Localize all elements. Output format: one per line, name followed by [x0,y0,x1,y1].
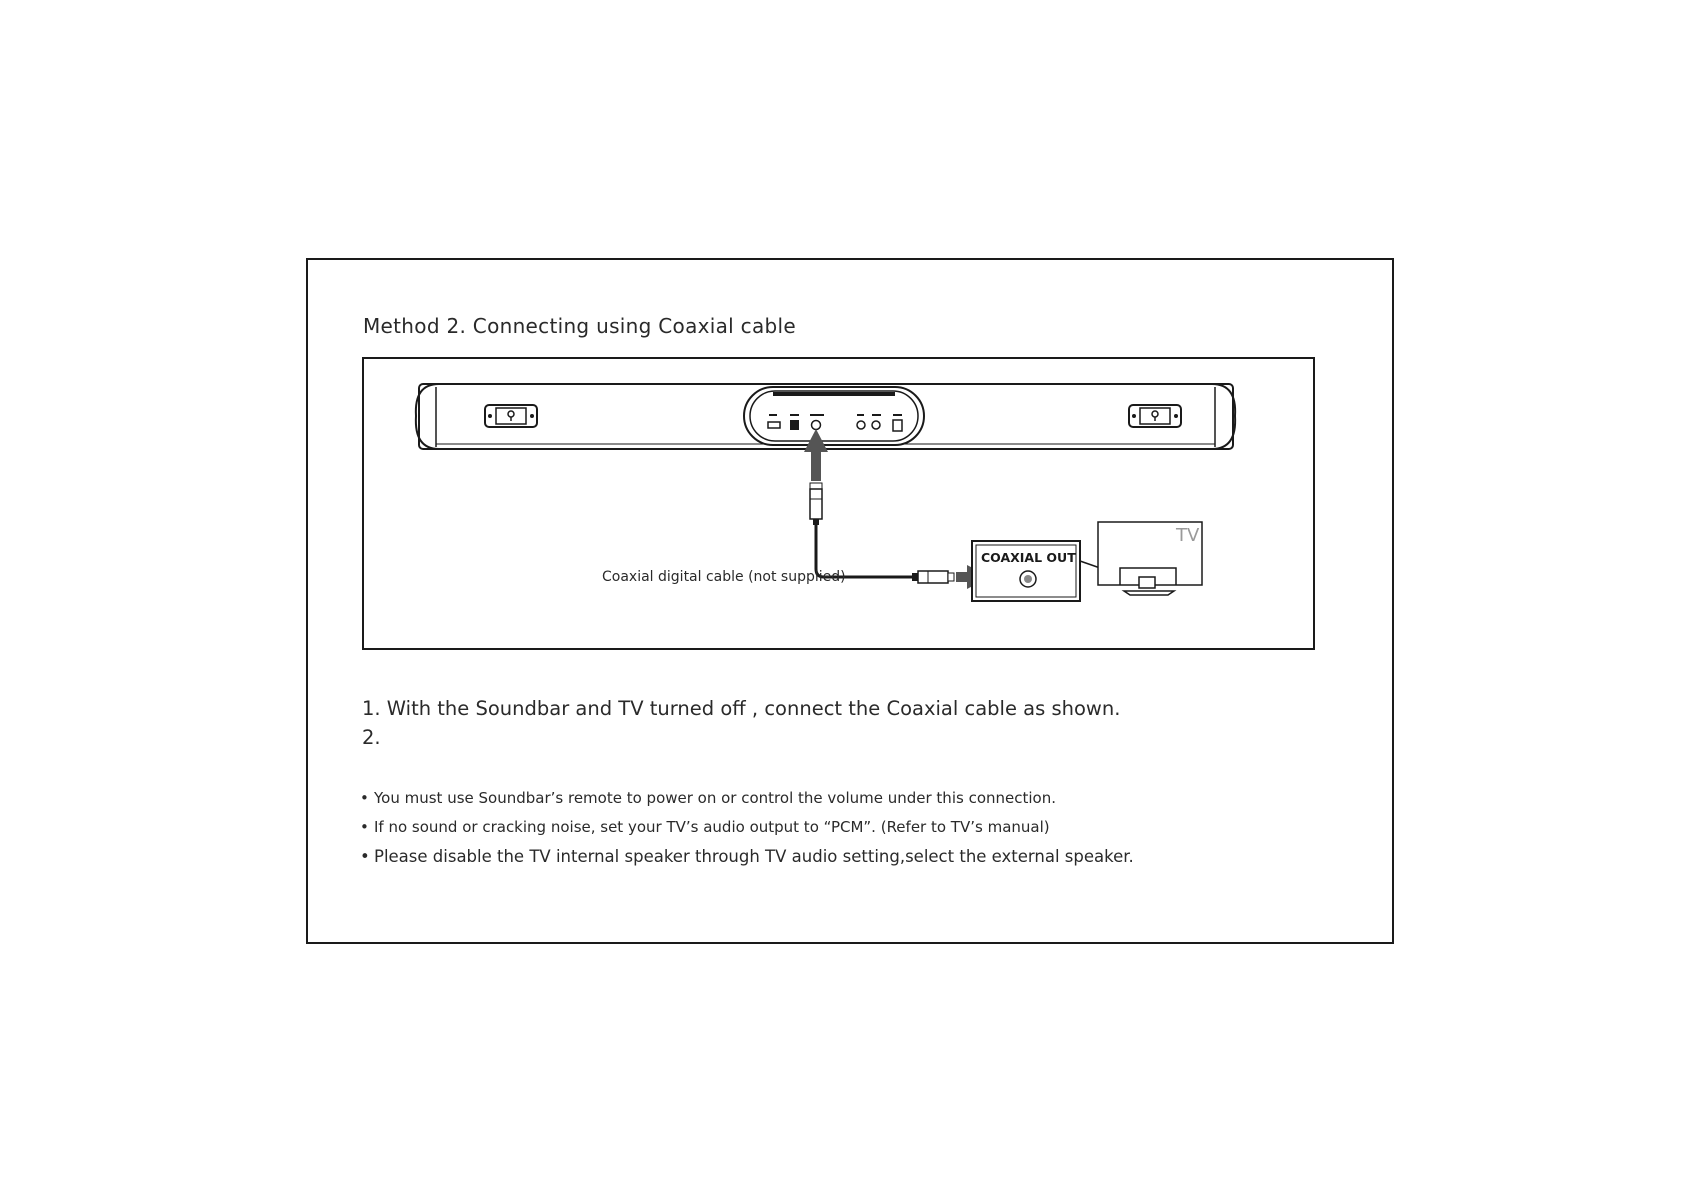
method-heading: Method 2. Connecting using Coaxial cable [363,314,796,338]
note-item [358,813,1134,842]
note-item [358,784,1134,813]
note-text: If no sound or cracking noise, set your TV’s audio output to “PCM”. (Refer to TV’s manual) [374,818,1050,836]
wall-mount-bracket-left [485,405,537,427]
cable-label: Coaxial digital cable (not supplied) [602,569,846,585]
notes-list [358,784,1134,872]
step-1: 1. With the Soundbar and TV turned off , connect the Coaxial cable as shown. [362,697,1121,720]
coaxial-out-label: COAXIAL OUT [981,550,1076,565]
connection-diagram [362,357,1315,650]
coaxial-plug-side [912,571,954,583]
note-text: You must use Soundbar’s remote to power on or control the volume under this connection. [374,789,1056,807]
optical-port-icon [790,420,799,430]
coaxial-out-panel [972,541,1080,601]
note-item [358,842,1134,872]
note-text: Please disable the TV internal speaker through TV audio setting,select the external speaker. [374,847,1134,866]
connector-panel [744,387,924,445]
bullet-icon: • [360,847,370,866]
step-2: 2. [362,726,381,749]
tv-label: TV [1176,525,1200,546]
tv-icon [1098,522,1202,595]
coaxial-plug-top [810,483,822,525]
bullet-icon: • [360,789,369,807]
diagram-canvas [364,359,1313,648]
instruction-steps [362,694,1120,752]
wall-mount-bracket-right [1129,405,1181,427]
soundbar-illustration [416,384,1235,449]
bullet-icon: • [360,818,369,836]
